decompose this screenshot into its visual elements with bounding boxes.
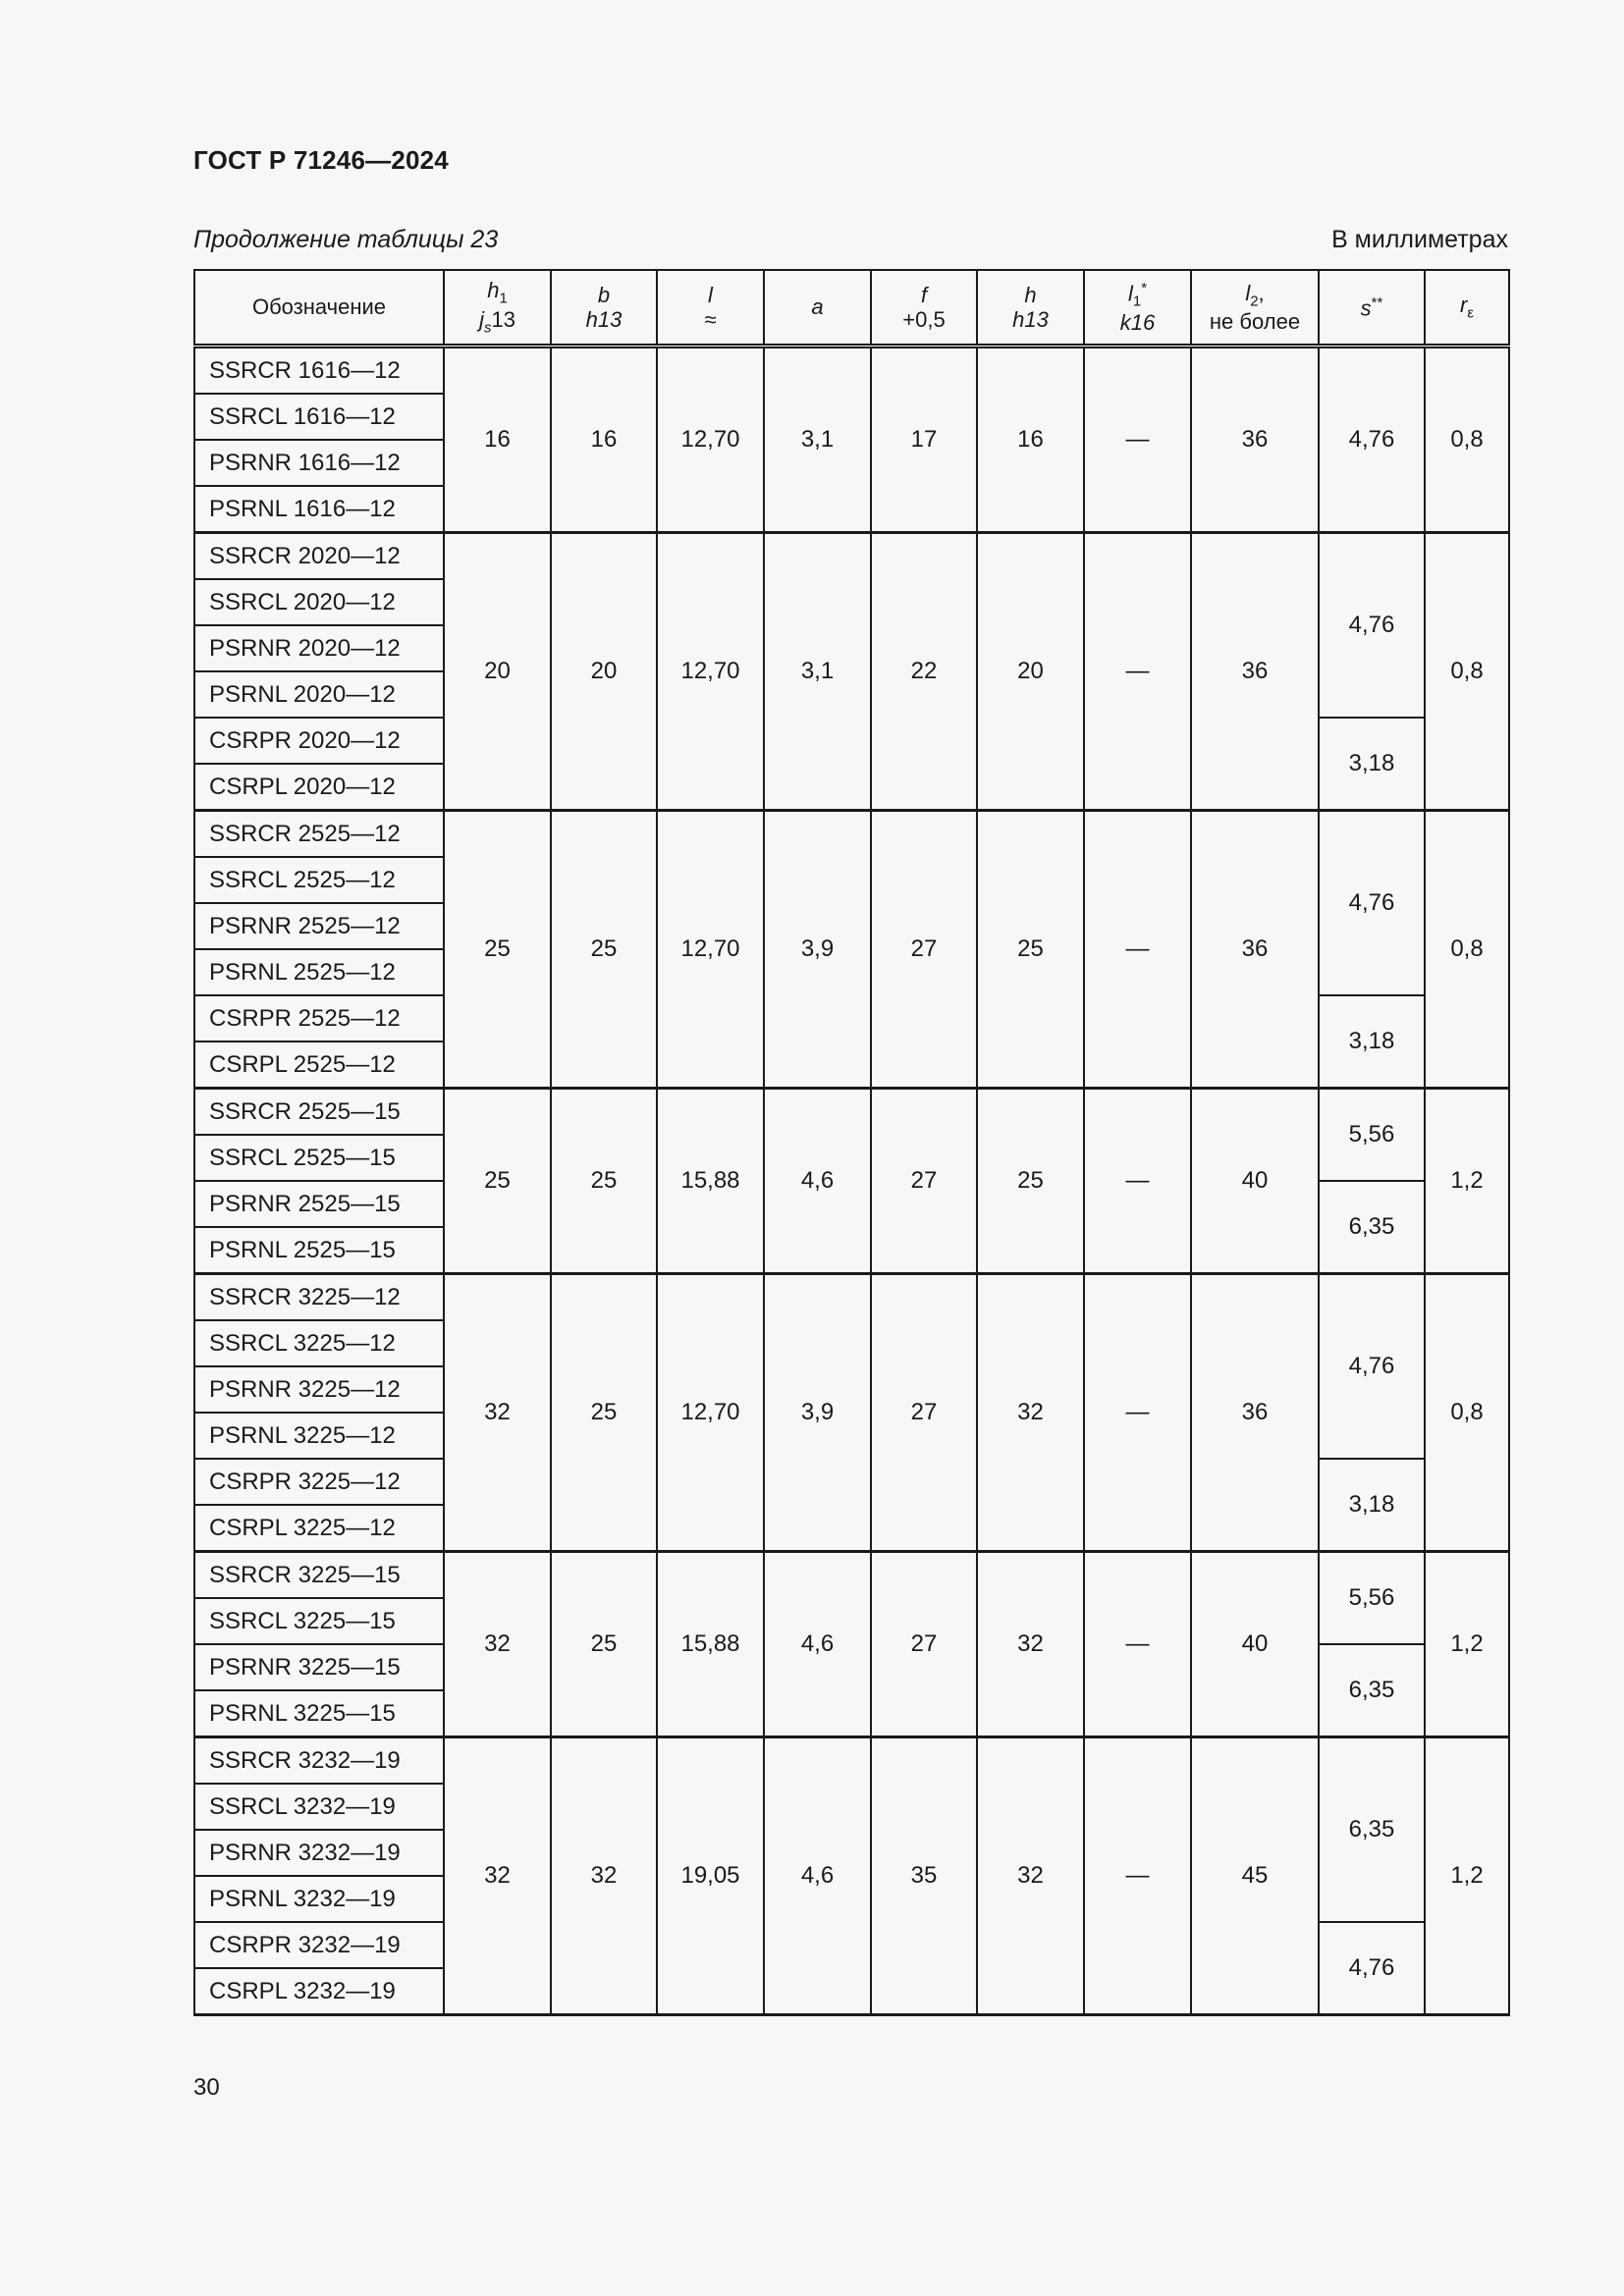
value-cell-h: 32 (977, 1552, 1084, 1737)
value-cell-l2: 36 (1191, 533, 1319, 811)
value-cell-l1: — (1084, 811, 1191, 1089)
designation-cell: PSRNL 3225—15 (194, 1690, 444, 1737)
value-cell-h: 32 (977, 1274, 1084, 1552)
value-cell-l: 12,70 (657, 347, 764, 533)
value-cell-l2: 36 (1191, 811, 1319, 1089)
table-group (194, 1737, 1509, 2015)
value-cell-a: 4,6 (764, 1737, 871, 2015)
value-cell-r: 1,2 (1425, 1737, 1509, 2015)
header-s: s** (1319, 270, 1425, 347)
designation-cell: CSRPL 3225—12 (194, 1505, 444, 1552)
value-cell-s: 4,76 (1319, 1274, 1425, 1460)
designation-cell: PSRNR 1616—12 (194, 440, 444, 486)
designation-cell: CSRPR 3225—12 (194, 1459, 444, 1505)
value-cell-h: 25 (977, 811, 1084, 1089)
value-cell-l2: 45 (1191, 1737, 1319, 2015)
value-cell-h1: 25 (444, 1089, 551, 1274)
value-cell-a: 3,1 (764, 347, 871, 533)
header-l: l ≈ (657, 270, 764, 347)
value-cell-r: 0,8 (1425, 811, 1509, 1089)
value-cell-b: 16 (551, 347, 657, 533)
table-row (194, 1552, 1509, 1599)
value-cell-h1: 16 (444, 347, 551, 533)
value-cell-l: 19,05 (657, 1737, 764, 2015)
value-cell-h1: 32 (444, 1737, 551, 2015)
value-cell-h1: 32 (444, 1552, 551, 1737)
designation-cell: SSRCR 2525—12 (194, 811, 444, 858)
value-cell-s: 4,76 (1319, 811, 1425, 996)
value-cell-l1: — (1084, 1274, 1191, 1552)
value-cell-s: 6,35 (1319, 1644, 1425, 1737)
designation-cell: PSRNR 3225—15 (194, 1644, 444, 1690)
value-cell-l1: — (1084, 1552, 1191, 1737)
page-number: 30 (193, 2074, 220, 2101)
header-r: $r_\varepsilon$ (1425, 270, 1509, 347)
value-cell-r: 0,8 (1425, 347, 1509, 533)
value-cell-r: 0,8 (1425, 1274, 1509, 1552)
document-header: ГОСТ Р 71246—2024 (193, 145, 449, 175)
designation-cell: SSRCL 2525—15 (194, 1135, 444, 1181)
header-l2: $l_2$, не более (1191, 270, 1319, 347)
value-cell-h1: 32 (444, 1274, 551, 1552)
designation-cell: SSRCL 3232—19 (194, 1784, 444, 1830)
table-row (194, 533, 1509, 580)
designation-cell: PSRNR 3225—12 (194, 1366, 444, 1413)
table-row (194, 1274, 1509, 1321)
designation-cell: SSRCR 3225—12 (194, 1274, 444, 1321)
value-cell-l2: 36 (1191, 1274, 1319, 1552)
value-cell-s: 4,76 (1319, 347, 1425, 533)
value-cell-f: 35 (871, 1737, 977, 2015)
header-h1: $h_1$ $j_s13$ (444, 270, 551, 347)
value-cell-b: 32 (551, 1737, 657, 2015)
value-cell-h: 16 (977, 347, 1084, 533)
value-cell-a: 3,1 (764, 533, 871, 811)
table-group (194, 347, 1509, 533)
designation-cell: PSRNR 2525—15 (194, 1181, 444, 1227)
value-cell-f: 27 (871, 1089, 977, 1274)
value-cell-f: 27 (871, 1552, 977, 1737)
value-cell-s: 3,18 (1319, 1459, 1425, 1552)
value-cell-h: 25 (977, 1089, 1084, 1274)
designation-cell: PSRNR 2525—12 (194, 903, 444, 949)
value-cell-l2: 36 (1191, 347, 1319, 533)
table-group (194, 1274, 1509, 1552)
designation-cell: SSRCL 1616—12 (194, 394, 444, 440)
value-cell-h1: 25 (444, 811, 551, 1089)
units-note: В миллиметрах (1331, 226, 1508, 253)
table-group (194, 1552, 1509, 1737)
designation-cell: SSRCR 3225—15 (194, 1552, 444, 1599)
designation-cell: CSRPR 3232—19 (194, 1922, 444, 1968)
designation-cell: PSRNL 2020—12 (194, 671, 444, 718)
designation-cell: CSRPL 3232—19 (194, 1968, 444, 2015)
value-cell-s: 6,35 (1319, 1181, 1425, 1274)
value-cell-b: 25 (551, 811, 657, 1089)
header-a: a (764, 270, 871, 347)
table-row (194, 347, 1509, 395)
designation-cell: PSRNL 1616—12 (194, 486, 444, 533)
value-cell-l1: — (1084, 1089, 1191, 1274)
designation-cell: SSRCL 3225—15 (194, 1598, 444, 1644)
designation-cell: CSRPR 2020—12 (194, 718, 444, 764)
designation-cell: PSRNL 3225—12 (194, 1413, 444, 1459)
header-b: b h13 (551, 270, 657, 347)
table-row (194, 1737, 1509, 1785)
designation-cell: SSRCL 3225—12 (194, 1320, 444, 1366)
value-cell-l: 12,70 (657, 811, 764, 1089)
value-cell-s: 5,56 (1319, 1552, 1425, 1645)
designation-cell: SSRCR 2020—12 (194, 533, 444, 580)
value-cell-r: 1,2 (1425, 1552, 1509, 1737)
value-cell-b: 20 (551, 533, 657, 811)
designation-cell: PSRNR 3232—19 (194, 1830, 444, 1876)
value-cell-s: 3,18 (1319, 718, 1425, 811)
designation-cell: CSRPR 2525—12 (194, 995, 444, 1041)
header-f: f +0,5 (871, 270, 977, 347)
value-cell-l: 12,70 (657, 533, 764, 811)
value-cell-b: 25 (551, 1274, 657, 1552)
designation-cell: SSRCR 1616—12 (194, 347, 444, 395)
designation-cell: SSRCR 3232—19 (194, 1737, 444, 1785)
value-cell-a: 4,6 (764, 1552, 871, 1737)
value-cell-a: 4,6 (764, 1089, 871, 1274)
designation-cell: CSRPL 2020—12 (194, 764, 444, 811)
value-cell-l1: — (1084, 347, 1191, 533)
value-cell-f: 27 (871, 811, 977, 1089)
value-cell-s: 6,35 (1319, 1737, 1425, 1923)
value-cell-r: 0,8 (1425, 533, 1509, 811)
value-cell-l: 15,88 (657, 1552, 764, 1737)
value-cell-h1: 20 (444, 533, 551, 811)
header-l1: $l_1^*$ k16 (1084, 270, 1191, 347)
value-cell-b: 25 (551, 1552, 657, 1737)
value-cell-l1: — (1084, 533, 1191, 811)
value-cell-h: 32 (977, 1737, 1084, 2015)
header-h: h h13 (977, 270, 1084, 347)
table-group (194, 533, 1509, 811)
designation-cell: SSRCL 2020—12 (194, 579, 444, 625)
value-cell-l: 15,88 (657, 1089, 764, 1274)
value-cell-f: 17 (871, 347, 977, 533)
value-cell-f: 27 (871, 1274, 977, 1552)
table-row (194, 811, 1509, 858)
header-designation: Обозначение (194, 270, 444, 347)
value-cell-l1: — (1084, 1737, 1191, 2015)
designation-cell: SSRCR 2525—15 (194, 1089, 444, 1136)
value-cell-f: 22 (871, 533, 977, 811)
table-row (194, 1089, 1509, 1136)
value-cell-s: 3,18 (1319, 995, 1425, 1089)
designation-cell: PSRNL 2525—15 (194, 1227, 444, 1274)
value-cell-s: 5,56 (1319, 1089, 1425, 1182)
value-cell-a: 3,9 (764, 811, 871, 1089)
value-cell-r: 1,2 (1425, 1089, 1509, 1274)
table-header (194, 270, 1509, 347)
value-cell-b: 25 (551, 1089, 657, 1274)
value-cell-s: 4,76 (1319, 533, 1425, 719)
designation-cell: PSRNL 3232—19 (194, 1876, 444, 1922)
designation-cell: SSRCL 2525—12 (194, 857, 444, 903)
dimensions-table (193, 269, 1510, 2016)
value-cell-l2: 40 (1191, 1089, 1319, 1274)
value-cell-l: 12,70 (657, 1274, 764, 1552)
table-caption: Продолжение таблицы 23 (193, 226, 499, 253)
designation-cell: PSRNR 2020—12 (194, 625, 444, 671)
value-cell-s: 4,76 (1319, 1922, 1425, 2015)
value-cell-l2: 40 (1191, 1552, 1319, 1737)
designation-cell: CSRPL 2525—12 (194, 1041, 444, 1089)
table-group (194, 1089, 1509, 1274)
value-cell-a: 3,9 (764, 1274, 871, 1552)
designation-cell: PSRNL 2525—12 (194, 949, 444, 995)
value-cell-h: 20 (977, 533, 1084, 811)
table-group (194, 811, 1509, 1089)
